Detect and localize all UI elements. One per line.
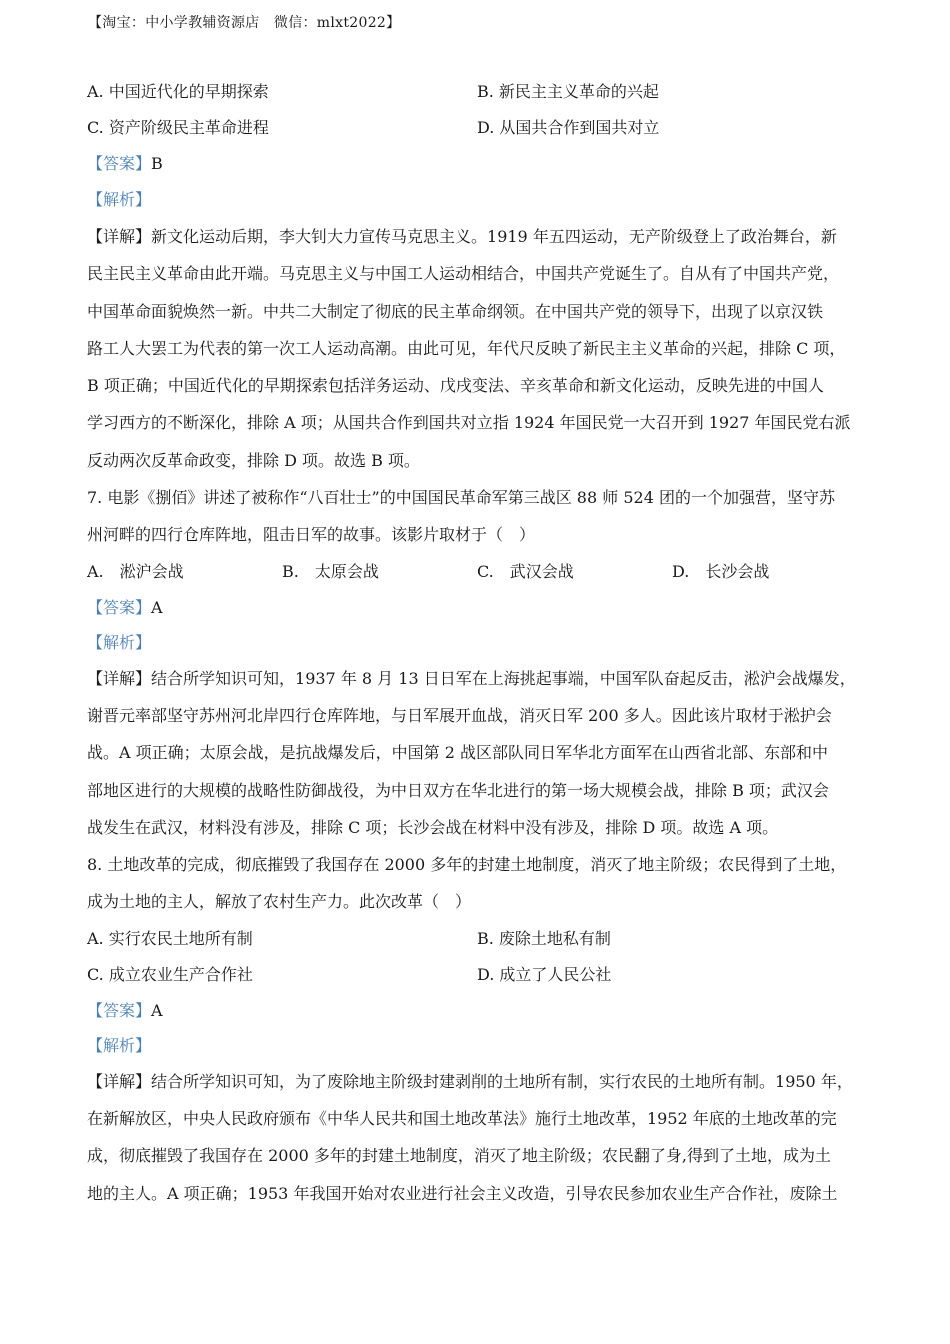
- answer-label: 【答案】: [87, 1000, 152, 1020]
- q8-detail: [87, 1063, 869, 1212]
- q6-option-b: B. 新民主主义革命的兴起: [477, 82, 659, 101]
- q6-detail-line: 中国革命面貌焕然一新。中共二大制定了彻底的民主革命纲领。在中国共产党的领导下，出现了以京汉铁: [87, 301, 824, 321]
- q6-detail-line: 反动两次反革命政变，排除 D 项。故选 B 项。: [87, 450, 420, 470]
- q8-stem-line: 8. 土地改革的完成，彻底摧毁了我国存在 2000 多年的封建土地制度，消灭了地主阶级；农民得到了土地，: [87, 855, 847, 875]
- answer-value: A: [151, 597, 163, 617]
- detail-label: 【详解】: [87, 227, 152, 246]
- q7-option-b: B. 太原会战: [282, 561, 379, 581]
- q6-option-a: A. 中国近代化的早期探索: [87, 82, 269, 101]
- q8-option-b: B. 废除土地私有制: [477, 928, 611, 948]
- answer-label: 【答案】: [87, 154, 152, 173]
- q6-detail-line: B 项正确；中国近代化的早期探索包括洋务运动、戊戌变法、辛亥革命和新文化运动，反映先进的中国人: [87, 376, 824, 396]
- q6-options-row-1: [87, 74, 869, 110]
- q8-detail-line: 【详解】结合所学知识可知，为了废除地主阶级封建剥削的土地所有制，实行农民的土地所有制。1950 年，: [87, 1071, 853, 1091]
- q6-detail-line: 路工人大罢工为代表的第一次工人运动高潮。由此可见，年代尺反映了新民主主义革命的兴起，排除 C 项，: [87, 338, 846, 358]
- q7-option-d: D. 长沙会战: [672, 561, 770, 581]
- q7-detail-line: 部地区进行的大规模的战略性防御战役，为中日双方在华北进行的第一场大规模会战，排除 B 项；武汉会: [87, 780, 829, 800]
- q6-answer: [87, 146, 869, 182]
- answer-label: 【答案】: [87, 597, 152, 617]
- q6-detail-line: 【详解】新文化运动后期，李大钊大力宣传马克思主义。1919 年五四运动，无产阶级登上了政治舞台，新: [87, 227, 837, 246]
- q7-option-a: A. 淞沪会战: [87, 561, 184, 581]
- page-header-watermark: 【淘宝：中小学教辅资源店 微信：mlxt2022】: [88, 15, 401, 31]
- q6-detail: [87, 218, 869, 479]
- q7-stem: [87, 479, 869, 554]
- q8-options-row-1: [87, 921, 869, 957]
- q7-detail-line: 战发生在武汉，材料没有涉及，排除 C 项；长沙会战在材料中没有涉及，排除 D 项。故选 A 项。: [87, 817, 779, 837]
- q6-detail-line: 民主民主义革命由此开端。马克思主义与中国工人运动相结合，中国共产党诞生了。自从有了中国共产党，: [87, 264, 840, 284]
- q8-option-c: C. 成立农业生产合作社: [87, 964, 253, 984]
- q7-detail-line: 谢晋元率部坚守苏州河北岸四行仓库阵地，与日军展开血战，消灭日军 200 多人。因此该片取材于淞护会: [87, 705, 832, 725]
- q6-option-d: D. 从国共合作到国共对立: [477, 118, 660, 137]
- answer-value: A: [151, 1000, 163, 1020]
- q7-detail: [87, 660, 869, 846]
- q6-option-c: C. 资产阶级民主革命进程: [87, 118, 269, 137]
- q8-options-row-2: [87, 957, 869, 993]
- q8-answer: [87, 993, 869, 1028]
- q8-detail-line: 地的主人。A 项正确；1953 年我国开始对农业进行社会主义改造，引导农民参加农业生产合作社，废除土: [87, 1183, 838, 1203]
- document-body: [87, 74, 869, 1212]
- q6-detail-line: 学习西方的不断深化，排除 A 项；从国共合作到国共对立指 1924 年国民党一大召开到 1927 年国民党右派: [87, 413, 851, 433]
- answer-value: B: [151, 154, 163, 173]
- q8-analysis-label: 【解析】: [87, 1035, 152, 1055]
- q8-detail-line: 成，彻底摧毁了我国存在 2000 多年的封建土地制度，消灭了地主阶级；农民翻了身,得到了土地，成为土: [87, 1146, 831, 1166]
- q8-option-d: D. 成立了人民公社: [477, 964, 612, 984]
- q7-analysis-label: 【解析】: [87, 632, 152, 652]
- q8-option-a: A. 实行农民土地所有制: [87, 928, 253, 948]
- q8-stem-line: 成为土地的主人，解放了农村生产力。此次改革（ ）: [87, 892, 472, 912]
- detail-label: 【详解】: [87, 668, 152, 688]
- q6-analysis-label: 【解析】: [87, 190, 152, 209]
- q7-stem-line: 7. 电影《捌佰》讲述了被称作“八百壮士”的中国国民革命军第三战区 88 师 524 团的一个加强营，坚守苏: [87, 488, 835, 508]
- q7-detail-line: 战。A 项正确；太原会战，是抗战爆发后，中国第 2 战区部队同日军华北方面军在山西省北部、东部和中: [87, 743, 828, 763]
- q7-stem-line: 州河畔的四行仓库阵地，阻击日军的故事。该影片取材于（ ）: [87, 525, 536, 545]
- q7-options: [87, 554, 869, 590]
- q8-detail-line: 在新解放区，中央人民政府颁布《中华人民共和国土地改革法》施行土地改革，1952 年底的土地改革的完: [87, 1109, 837, 1129]
- q8-stem: [87, 846, 869, 921]
- q6-options-row-2: [87, 110, 869, 146]
- detail-label: 【详解】: [87, 1071, 152, 1091]
- q7-answer: [87, 590, 869, 625]
- q7-detail-line: 【详解】结合所学知识可知，1937 年 8 月 13 日日军在上海挑起事端，中国军队奋起反击，淞沪会战爆发，: [87, 668, 856, 688]
- q7-option-c: C. 武汉会战: [477, 561, 574, 581]
